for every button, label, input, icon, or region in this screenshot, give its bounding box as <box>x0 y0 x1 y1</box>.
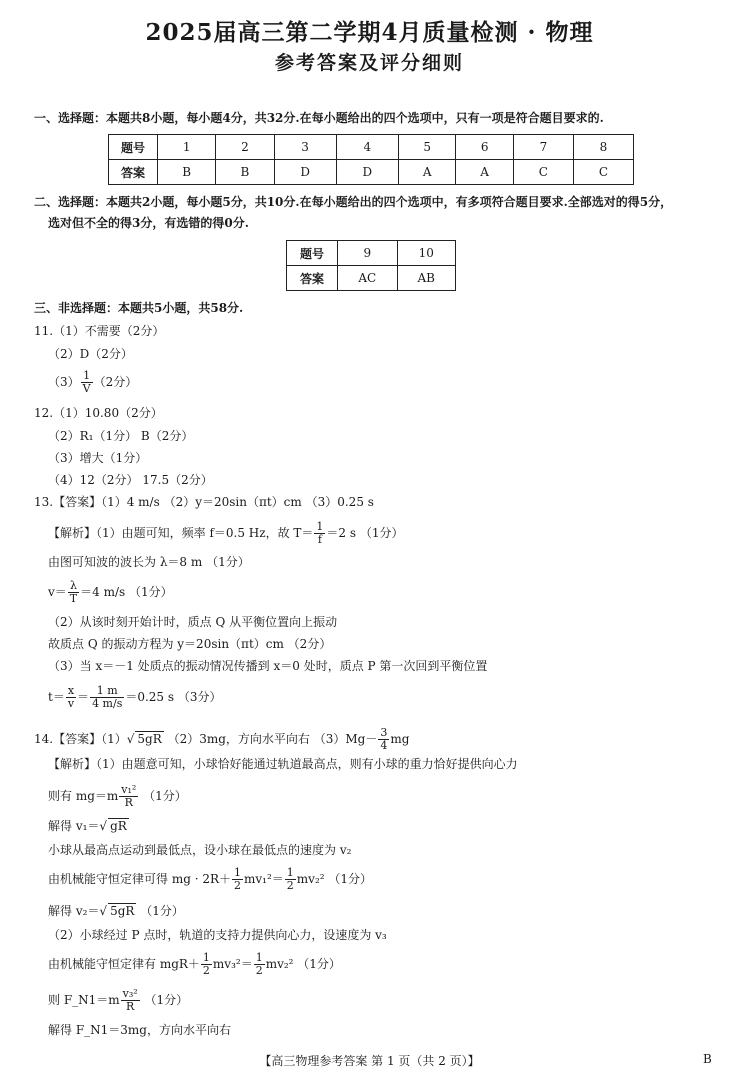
table-cell: 4 <box>336 135 398 160</box>
q13-analysis-3 <box>48 580 173 605</box>
table-cell: D <box>274 160 336 185</box>
fraction <box>232 867 243 892</box>
page-footer: 【高三物理参考答案 第 1 页（共 2 页）】 <box>259 1054 480 1068</box>
q12-line4: （4）12（2分） 17.5（2分） <box>48 473 213 487</box>
text: 解得 v₂＝ <box>48 904 100 918</box>
text: 解得 v₁＝ <box>48 819 100 833</box>
denominator: 2 <box>202 964 210 977</box>
table-cell: 5 <box>398 135 455 160</box>
text: v＝ <box>48 585 67 599</box>
table-row <box>109 135 634 160</box>
denominator: R <box>124 796 133 809</box>
text: 由机械能守恒定律有 mgR＋ <box>48 957 200 971</box>
fraction <box>81 370 93 395</box>
text: ＝0.25 s （3分） <box>125 690 222 704</box>
denominator: 4 m/s <box>92 697 123 710</box>
q13-analysis-2: 由图可知波的波长为 λ＝8 m （1分） <box>48 555 250 569</box>
q14-analysis-7: （2）小球经过 P 点时，轨道的支持力提供向心力，设速度为 v₃ <box>48 928 387 942</box>
q14-analysis-1: 【解析】（1）由题意可知，小球恰好能通过轨道最高点，则有小球的重力恰好提供向心力 <box>48 757 518 771</box>
numerator: 1 <box>286 866 294 879</box>
part3-heading: 三、非选择题：本题共5小题，共58分. <box>34 301 244 315</box>
fraction <box>90 685 124 710</box>
fraction <box>285 867 296 892</box>
q14-analysis-6: 解得 v₂＝√ 5gR （1分） <box>48 904 184 918</box>
part2-heading-line2: 选对但不全的得3分，有选错的得0分. <box>48 216 249 230</box>
sqrt-expression: 5gR <box>110 904 135 918</box>
q14-analysis-4: 小球从最高点运动到最低点，设小球在最低点的速度为 v₂ <box>48 843 352 857</box>
q12-line2: （2）R₁（1分） B（2分） <box>48 429 194 443</box>
text: 由机械能守恒定律可得 mg · 2R＋ <box>48 872 231 886</box>
q14-answer: 14.【答案】（1）√ 5gR （2）3mg，方向水平向右 （3）Mg－ $\frac{3}{4}$ mg <box>34 726 410 752</box>
table-cell: 10 <box>397 241 455 266</box>
fraction <box>68 580 79 605</box>
numerator: v₁² <box>121 783 137 796</box>
q14-analysis-5 <box>48 867 372 892</box>
table-cell: 答案 <box>287 266 338 291</box>
fraction <box>66 685 76 710</box>
table-cell: AC <box>338 266 398 291</box>
table-cell: D <box>336 160 398 185</box>
table-cell: B <box>158 160 216 185</box>
numerator: λ <box>68 580 79 593</box>
sqrt-expression: gR <box>110 819 127 833</box>
text: （1分） <box>139 789 187 803</box>
table-cell: C <box>513 160 573 185</box>
fraction <box>201 952 212 977</box>
table-row <box>287 241 456 266</box>
denominator: 2 <box>286 879 294 892</box>
fraction <box>378 727 389 752</box>
text: ＝2 s （1分） <box>326 526 404 540</box>
table-cell: B <box>216 160 274 185</box>
table-cell: 答案 <box>109 160 158 185</box>
q14-analysis-9 <box>48 988 188 1013</box>
q11-line2: （2）D（2分） <box>48 347 133 361</box>
q13-analysis-6: （3）当 x＝－1 处质点的振动情况传播到 x＝0 处时，质点 P 第一次回到平衡位置 <box>48 659 488 673</box>
text: 则 F_N1＝m <box>48 993 120 1007</box>
numerator: 1 <box>202 951 210 964</box>
table-cell: 9 <box>338 241 398 266</box>
table-cell: 7 <box>513 135 573 160</box>
denominator: 4 <box>380 739 388 752</box>
fraction <box>121 988 140 1013</box>
text: （2）3mg，方向水平向右 （3）Mg－ <box>163 732 378 746</box>
q12-line3: （3）增大（1分） <box>48 451 148 465</box>
fraction <box>119 784 138 809</box>
denominator: T <box>69 592 78 605</box>
text: （3） <box>48 375 80 389</box>
table-cell: C <box>573 160 633 185</box>
q11-line3 <box>48 370 137 395</box>
table-cell: 题号 <box>109 135 158 160</box>
page-subtitle: 参考答案及评分细则 <box>274 52 464 74</box>
text: mv₃²＝ <box>212 957 253 971</box>
numerator: 1 <box>255 951 263 964</box>
text: ＝4 m/s （1分） <box>80 585 173 599</box>
fraction <box>254 952 265 977</box>
part1-heading: 一、选择题：本题共8小题，每小题4分，共32分.在每小题给出的四个选项中，只有一项是符合题目要求的. <box>34 111 604 125</box>
table-row <box>287 266 456 291</box>
text: mv₂² （1分） <box>265 957 341 971</box>
table-cell: AB <box>397 266 455 291</box>
text: 则有 mg＝m <box>48 789 119 803</box>
denominator: f <box>317 533 322 546</box>
q13-analysis-5: 故质点 Q 的振动方程为 y＝20sin（πt）cm （2分） <box>48 637 332 651</box>
denominator: R <box>126 1000 135 1013</box>
table-cell: 3 <box>274 135 336 160</box>
page-title: 2025届高三第二学期4月质量检测 · 物理 <box>145 19 594 46</box>
table-cell: 2 <box>216 135 274 160</box>
text: mg <box>390 732 410 746</box>
q13-answer: 13.【答案】（1）4 m/s （2）y＝20sin（πt）cm （3）0.25 s <box>34 495 374 509</box>
q14-analysis-2 <box>48 784 187 809</box>
fraction <box>314 521 325 546</box>
paper-version-code: B <box>703 1052 712 1066</box>
table-cell: 1 <box>158 135 216 160</box>
numerator: v₃² <box>122 987 138 1000</box>
q14-analysis-3: 解得 v₁＝√ gR <box>48 819 127 833</box>
text: （2分） <box>93 375 138 389</box>
text: 【解析】（1）由题可知，频率 f＝0.5 Hz，故 T＝ <box>48 526 314 540</box>
q13-analysis-7 <box>48 685 222 710</box>
numerator: x <box>67 684 75 697</box>
table-cell: 6 <box>456 135 513 160</box>
text: （1分） <box>140 993 189 1007</box>
q11-line1: 11.（1）不需要（2分） <box>34 324 165 338</box>
table-cell: A <box>456 160 513 185</box>
numerator: 1 <box>81 370 93 383</box>
table-cell: A <box>398 160 455 185</box>
denominator: v <box>67 697 75 710</box>
denominator: 2 <box>234 879 241 892</box>
table-row <box>109 160 634 185</box>
text: 14.【答案】（1） <box>34 732 127 746</box>
numerator: 1 <box>234 866 241 879</box>
text: mv₁²＝ <box>244 872 284 886</box>
denominator: 2 <box>255 964 263 977</box>
part2-answer-table <box>286 240 456 291</box>
q12-line1: 12.（1）10.80（2分） <box>34 406 163 420</box>
denominator: V <box>82 382 91 395</box>
q14-analysis-10: 解得 F_N1＝3mg，方向水平向右 <box>48 1023 231 1037</box>
text: ＝ <box>77 690 90 704</box>
text: （1分） <box>136 904 184 918</box>
numerator: 1 m <box>90 685 124 698</box>
text: t＝ <box>48 690 65 704</box>
q13-analysis-1 <box>48 521 403 546</box>
q13-analysis-4: （2）从该时刻开始计时，质点 Q 从平衡位置向上振动 <box>48 615 338 629</box>
table-cell: 8 <box>573 135 633 160</box>
table-cell: 题号 <box>287 241 338 266</box>
part1-answer-table <box>108 134 634 185</box>
text: mv₂² （1分） <box>296 872 373 886</box>
q14-analysis-8 <box>48 952 341 977</box>
sqrt-expression: 5gR <box>137 732 162 746</box>
part2-heading-line1: 二、选择题：本题共2小题，每小题5分，共10分.在每小题给出的四个选项中，有多项符合题目要求.全部选对的得5分， <box>34 195 673 209</box>
numerator: 1 <box>316 520 324 533</box>
numerator: 3 <box>380 726 388 739</box>
